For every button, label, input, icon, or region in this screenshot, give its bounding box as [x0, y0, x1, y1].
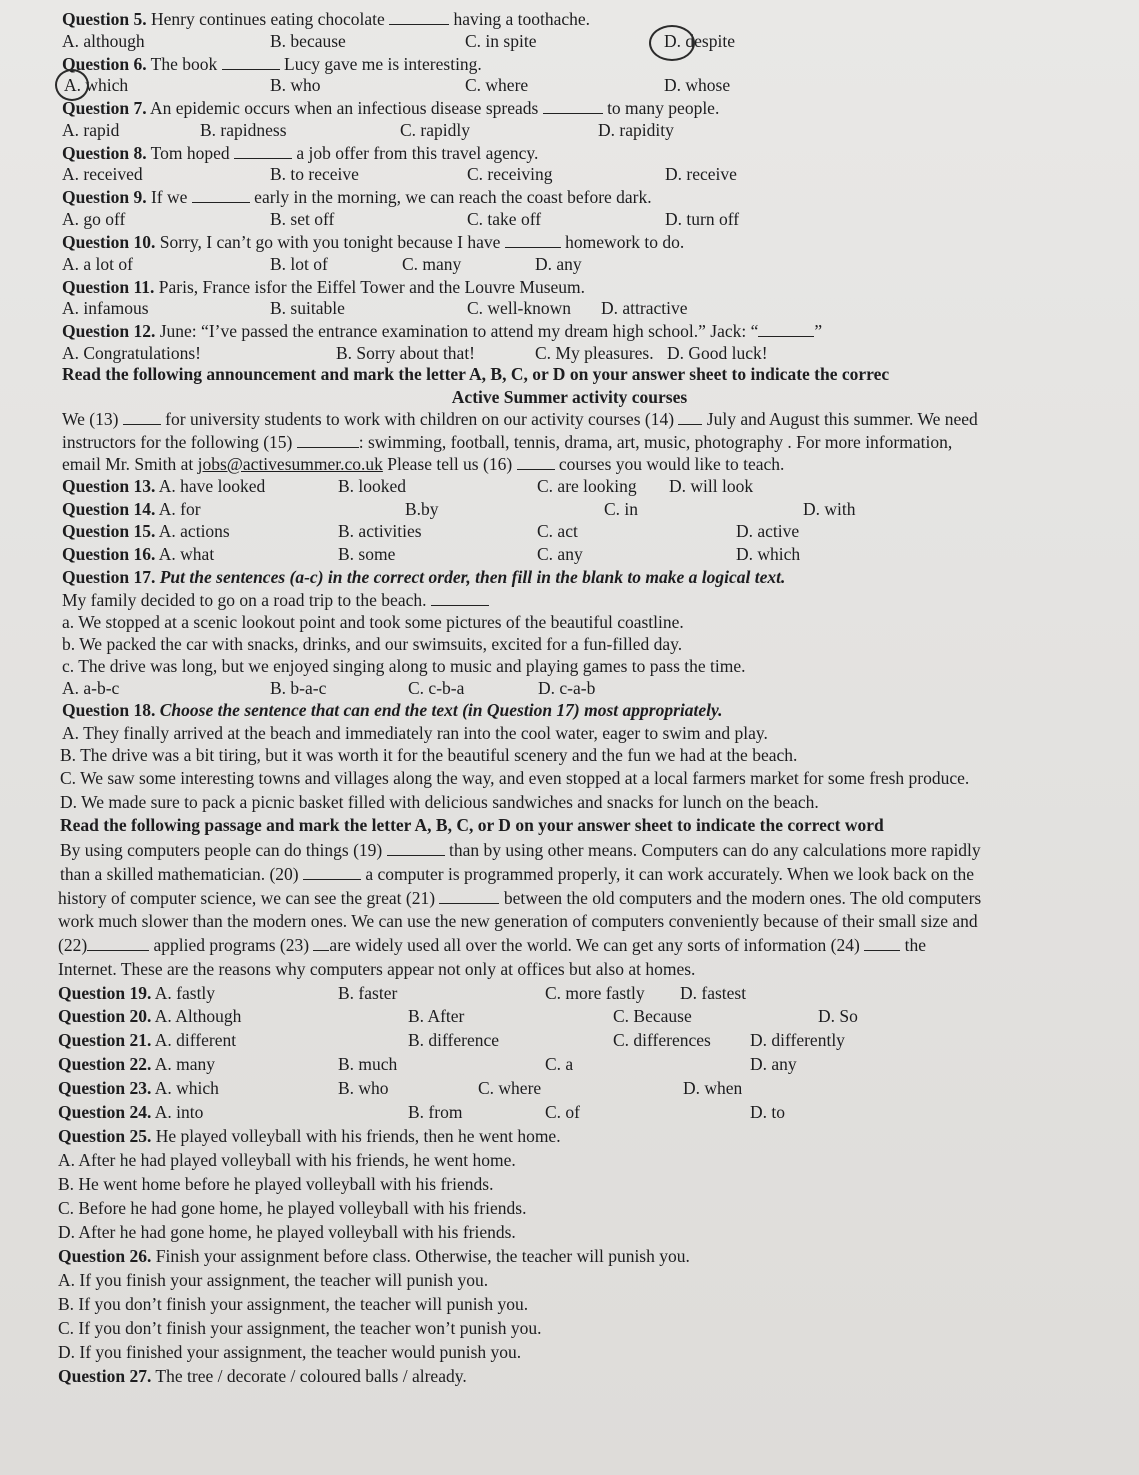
- instruction-text: Read the following passage and mark the letter A, B, C, or D on your answer sheet to indicate the correct word: [60, 815, 884, 835]
- options-10: [0, 252, 1139, 276]
- q-label: Question 20.: [58, 1006, 152, 1026]
- passage-text: a computer is programmed properly, it can work accurately. When we look back on the: [365, 864, 975, 884]
- passage-text: July and August this summer. We need: [706, 409, 978, 429]
- option-c[interactable]: C. My pleasures.: [535, 343, 654, 363]
- option-d-row: [0, 1220, 1139, 1244]
- option-d-row: [0, 790, 1139, 814]
- option-b[interactable]: B.by: [405, 499, 439, 519]
- q-label: Question 13.: [62, 476, 156, 496]
- options-17: [0, 676, 1139, 700]
- text-intro: [0, 588, 1139, 612]
- option-d[interactable]: D. c-a-b: [538, 678, 596, 698]
- q-stem: ”: [814, 321, 823, 341]
- option-b-row: [0, 1292, 1139, 1316]
- option-c[interactable]: C. We saw some interesting towns and villages along the way, and even stopped at a local farmers market for some fresh produce.: [60, 768, 970, 788]
- options-9: [0, 207, 1139, 231]
- option-a[interactable]: A. for: [158, 499, 201, 519]
- option-b[interactable]: B. If you don’t finish your assignment, the teacher will punish you.: [58, 1294, 529, 1314]
- option-a[interactable]: A. Congratulations!: [62, 343, 202, 363]
- option-c[interactable]: C. in spite: [465, 31, 537, 51]
- option-a[interactable]: A. Although: [154, 1006, 242, 1026]
- q-label: Question 10.: [62, 232, 156, 252]
- question-19: [0, 981, 1139, 1005]
- q-label: Question 25.: [58, 1126, 152, 1146]
- passage-text: than a skilled mathematician. (20): [60, 864, 299, 884]
- q-label: Question 19.: [58, 983, 152, 1003]
- question-15: [0, 519, 1139, 543]
- q-label: Question 8.: [62, 143, 147, 163]
- option-d[interactable]: D. We made sure to pack a picnic basket filled with delicious sandwiches and snacks for lunch on the beach.: [60, 792, 819, 812]
- q-instruction: Choose the sentence that can end the text (in Question 17) most appropriately.: [159, 700, 723, 720]
- option-c[interactable]: C. take off: [467, 209, 542, 229]
- option-a[interactable]: A. After he had played volleyball with his friends, he went home.: [58, 1150, 516, 1170]
- option-b[interactable]: B. because: [270, 31, 346, 51]
- option-b[interactable]: B. Sorry about that!: [336, 343, 476, 363]
- q-label: Question 9.: [62, 187, 147, 207]
- option-c[interactable]: C. If you don’t finish your assignment, the teacher won’t punish you.: [58, 1318, 542, 1338]
- q-stem: to many people.: [607, 98, 720, 118]
- option-a-row: [0, 1148, 1139, 1172]
- question-10: [0, 230, 1139, 254]
- passage-text: email Mr. Smith at: [62, 454, 194, 474]
- answer-blank[interactable]: [313, 936, 329, 951]
- option-d[interactable]: D. any: [750, 1054, 797, 1074]
- option-b-row: [0, 1172, 1139, 1196]
- option-b[interactable]: B. He went home before he played volleyball with his friends.: [58, 1174, 494, 1194]
- answer-blank[interactable]: [758, 322, 814, 337]
- passage-text: are widely used all over the world. We can get any sorts of information (24): [329, 935, 860, 955]
- option-b-row: [0, 743, 1139, 767]
- q-label: Question 26.: [58, 1246, 152, 1266]
- passage-line: [0, 838, 1139, 862]
- sentence-text: c. The drive was long, but we enjoyed singing along to music and playing games to pass the time.: [62, 656, 746, 676]
- option-c[interactable]: C. Before he had gone home, he played volleyball with his friends.: [58, 1198, 527, 1218]
- q-label: Question 12.: [62, 321, 156, 341]
- option-b[interactable]: B. much: [338, 1054, 398, 1074]
- option-a[interactable]: A. which: [64, 75, 129, 95]
- q-stem: having a toothache.: [453, 9, 591, 29]
- option-c[interactable]: C. rapidly: [400, 120, 470, 140]
- answer-blank[interactable]: [439, 889, 499, 904]
- options-5: [0, 29, 1139, 53]
- option-d[interactable]: D. rapidity: [598, 120, 674, 140]
- sentence-b: [0, 632, 1139, 656]
- answer-blank[interactable]: [387, 841, 445, 856]
- question-18: [0, 698, 1139, 722]
- answer-blank[interactable]: [123, 410, 161, 425]
- email-link[interactable]: jobs@activesummer.co.uk: [197, 454, 383, 474]
- option-d[interactable]: D. will look: [669, 476, 754, 496]
- option-b[interactable]: B. suitable: [270, 298, 345, 318]
- answer-blank[interactable]: [389, 10, 449, 25]
- option-a-row: [0, 1268, 1139, 1292]
- option-c[interactable]: C. of: [545, 1102, 580, 1122]
- passage-text: courses you would like to teach.: [558, 454, 785, 474]
- answer-blank[interactable]: [505, 233, 561, 248]
- option-a[interactable]: A. a-b-c: [62, 678, 120, 698]
- option-c[interactable]: C. well-known: [467, 298, 572, 318]
- options-7: [0, 118, 1139, 142]
- option-d[interactable]: D. with: [803, 499, 856, 519]
- sentence-text: b. We packed the car with snacks, drinks, and our swimsuits, excited for a fun-filled day.: [62, 634, 683, 654]
- option-c[interactable]: C. act: [537, 521, 578, 541]
- option-a[interactable]: A. They finally arrived at the beach and immediately ran into the cool water, eager to swim and play.: [62, 723, 768, 743]
- question-25: [0, 1124, 1139, 1148]
- sentence-text: a. We stopped at a scenic lookout point and took some pictures of the beautiful coastline.: [62, 612, 684, 632]
- q-label: Question 21.: [58, 1030, 152, 1050]
- announcement-title: Active Summer activity courses: [451, 387, 688, 407]
- q-label: Question 14.: [62, 499, 156, 519]
- option-b[interactable]: B. difference: [408, 1030, 500, 1050]
- q-stem: Finish your assignment before class. Otherwise, the teacher will punish you.: [155, 1246, 690, 1266]
- passage-line: [0, 886, 1139, 910]
- passage-text: the: [904, 935, 926, 955]
- q-instruction: Put the sentences (a-c) in the correct order, then fill in the blank to make a logical text.: [159, 567, 786, 587]
- passage-text: We (13): [62, 409, 119, 429]
- option-a[interactable]: A. If you finish your assignment, the teacher will punish you.: [58, 1270, 489, 1290]
- instruction-text: Read the following announcement and mark the letter A, B, C, or D on your answer sheet to indicate the correc: [62, 364, 890, 384]
- q-stem: If we: [150, 187, 188, 207]
- option-d[interactable]: D. despite: [664, 31, 735, 51]
- option-b[interactable]: B. After: [408, 1006, 465, 1026]
- option-b[interactable]: B. faster: [338, 983, 398, 1003]
- option-b[interactable]: B. rapidness: [200, 120, 287, 140]
- option-a[interactable]: A. although: [62, 31, 145, 51]
- option-b[interactable]: B. who: [338, 1078, 389, 1098]
- q-stem: The tree / decorate / coloured balls / already.: [155, 1366, 467, 1386]
- option-a-row: [0, 721, 1139, 745]
- option-c[interactable]: C. differences: [613, 1030, 711, 1050]
- q-stem: early in the morning, we can reach the coast before dark.: [254, 187, 652, 207]
- option-b[interactable]: B. looked: [338, 476, 407, 496]
- option-d-row: [0, 1340, 1139, 1364]
- option-a[interactable]: A. different: [154, 1030, 237, 1050]
- option-b[interactable]: B. to receive: [270, 164, 359, 184]
- question-23: [0, 1076, 1139, 1100]
- reading-instruction-1: [0, 362, 1139, 386]
- sentence-c: [0, 654, 1139, 678]
- passage-line: [0, 452, 1139, 476]
- passage-text: for university students to work with children on our activity courses (14): [165, 409, 675, 429]
- passage-text: than by using other means. Computers can do any calculations more rapidly: [449, 840, 981, 860]
- passage-line: [0, 407, 1139, 431]
- option-d[interactable]: D. So: [818, 1006, 858, 1026]
- option-a[interactable]: A. go off: [62, 209, 126, 229]
- answer-blank[interactable]: [192, 188, 250, 203]
- reading-instruction-2: [0, 813, 1139, 837]
- q-stem: Tom hoped: [150, 143, 230, 163]
- q-label: Question 7.: [62, 98, 147, 118]
- option-c[interactable]: C. where: [465, 75, 529, 95]
- question-21: [0, 1028, 1139, 1052]
- passage-text: instructors for the following (15): [62, 432, 293, 452]
- q-label: Question 5.: [62, 9, 147, 29]
- option-a[interactable]: A. rapid: [62, 120, 120, 140]
- option-a[interactable]: A. which: [154, 1078, 219, 1098]
- option-c[interactable]: C. many: [402, 254, 462, 274]
- option-d[interactable]: D. receive: [665, 164, 737, 184]
- passage-text: between the old computers and the modern ones. The old computers: [503, 888, 982, 908]
- passage-text: applied programs (23): [153, 935, 310, 955]
- question-16: [0, 542, 1139, 566]
- q-stem: homework to do.: [565, 232, 685, 252]
- option-a[interactable]: A. fastly: [154, 983, 216, 1003]
- q-label: Question 22.: [58, 1054, 152, 1074]
- option-a[interactable]: A. actions: [158, 521, 230, 541]
- option-b[interactable]: B. The drive was a bit tiring, but it was worth it for the beautiful scenery and the fun we had at the beach.: [60, 745, 798, 765]
- answer-blank[interactable]: [431, 591, 489, 606]
- q-stem: He played volleyball with his friends, then he went home.: [155, 1126, 561, 1146]
- q-label: Question 15.: [62, 521, 156, 541]
- answer-blank[interactable]: [222, 55, 280, 70]
- option-c[interactable]: C. any: [537, 544, 583, 564]
- question-24: [0, 1100, 1139, 1124]
- passage-line: [0, 909, 1139, 933]
- option-a[interactable]: A. many: [154, 1054, 216, 1074]
- option-d[interactable]: D. After he had gone home, he played volleyball with his friends.: [58, 1222, 516, 1242]
- answer-blank[interactable]: [303, 865, 361, 880]
- question-20: [0, 1004, 1139, 1028]
- option-d[interactable]: D. to: [750, 1102, 785, 1122]
- option-c-row: [0, 766, 1139, 790]
- q-stem: Henry continues eating chocolate: [150, 9, 385, 29]
- passage-line: [0, 933, 1139, 957]
- answer-blank[interactable]: [234, 144, 292, 159]
- option-c[interactable]: C. more fastly: [545, 983, 645, 1003]
- q-label: Question 17.: [62, 567, 156, 587]
- option-c[interactable]: C. a: [545, 1054, 574, 1074]
- q-label: Question 6.: [62, 54, 147, 74]
- option-c[interactable]: C. are looking: [537, 476, 637, 496]
- q-label: Question 24.: [58, 1102, 152, 1122]
- passage-text: history of computer science, we can see the great (21): [58, 888, 436, 908]
- option-c[interactable]: C. in: [604, 499, 639, 519]
- option-c-row: [0, 1316, 1139, 1340]
- q-label: Question 27.: [58, 1366, 152, 1386]
- option-d[interactable]: D. which: [736, 544, 801, 564]
- passage-text: Internet. These are the reasons why computers appear not only at offices but also at homes.: [58, 959, 696, 979]
- option-d[interactable]: D. active: [736, 521, 800, 541]
- answer-blank[interactable]: [297, 433, 359, 448]
- question-14: [0, 497, 1139, 521]
- option-d[interactable]: D. If you finished your assignment, the teacher would punish you.: [58, 1342, 522, 1362]
- option-d[interactable]: D. when: [683, 1078, 743, 1098]
- question-26: [0, 1244, 1139, 1268]
- options-8: [0, 162, 1139, 186]
- answer-blank[interactable]: [517, 455, 555, 470]
- sentence-a: [0, 610, 1139, 634]
- q-label: Question 16.: [62, 544, 156, 564]
- q-label: Question 23.: [58, 1078, 152, 1098]
- passage-text: By using computers people can do things (19): [60, 840, 383, 860]
- q-stem: a job offer from this travel agency.: [296, 143, 539, 163]
- option-b[interactable]: B. set off: [270, 209, 335, 229]
- q-stem: Sorry, I can’t go with you tonight because I have: [159, 232, 501, 252]
- option-d[interactable]: D. whose: [664, 75, 731, 95]
- option-a[interactable]: A. into: [154, 1102, 204, 1122]
- options-6: [0, 73, 1139, 97]
- option-c[interactable]: C. Because: [613, 1006, 692, 1026]
- q-stem: An epidemic occurs when an infectious disease spreads: [150, 98, 539, 118]
- option-b[interactable]: B. activities: [338, 521, 422, 541]
- question-17: [0, 565, 1139, 589]
- options-11: [0, 296, 1139, 320]
- q-label: Question 11.: [62, 277, 155, 297]
- passage-line: [0, 430, 1139, 454]
- question-5: [0, 7, 1139, 31]
- passage-text: My family decided to go on a road trip to the beach.: [62, 590, 427, 610]
- option-b[interactable]: B. some: [338, 544, 396, 564]
- option-d[interactable]: D. attractive: [601, 298, 688, 318]
- option-b[interactable]: B. b-a-c: [270, 678, 327, 698]
- option-d[interactable]: D. any: [535, 254, 582, 274]
- question-12: [0, 319, 1139, 343]
- question-13: [0, 474, 1139, 498]
- option-d[interactable]: D. Good luck!: [667, 343, 768, 363]
- option-b[interactable]: B. from: [408, 1102, 463, 1122]
- question-7: [0, 96, 1139, 120]
- option-c[interactable]: C. where: [478, 1078, 542, 1098]
- option-c-row: [0, 1196, 1139, 1220]
- option-a[interactable]: A. a lot of: [62, 254, 133, 274]
- option-d[interactable]: D. differently: [750, 1030, 845, 1050]
- question-9: [0, 185, 1139, 209]
- q-stem: June: “I’ve passed the entrance examination to attend my dream high school.” Jack: “: [159, 321, 759, 341]
- answer-blank[interactable]: [87, 936, 149, 951]
- passage-line: [0, 957, 1139, 981]
- passage-line: [0, 862, 1139, 886]
- passage-text: (22): [58, 935, 88, 955]
- q-stem: Lucy gave me is interesting.: [284, 54, 482, 74]
- option-a[interactable]: A. received: [62, 164, 143, 184]
- q-stem: The book: [150, 54, 218, 74]
- q-label: Question 18.: [62, 700, 156, 720]
- option-d[interactable]: D. turn off: [665, 209, 740, 229]
- q-stem: Paris, France isfor the Eiffel Tower and the Louvre Museum.: [158, 277, 586, 297]
- answer-blank[interactable]: [864, 936, 900, 951]
- question-27: [0, 1364, 1139, 1388]
- passage-text: Please tell us (16): [387, 454, 513, 474]
- option-d[interactable]: D. fastest: [680, 983, 747, 1003]
- passage-text: : swimming, football, tennis, drama, art, music, photography . For more information,: [358, 432, 953, 452]
- option-a[interactable]: A. what: [158, 544, 215, 564]
- option-a[interactable]: A. have looked: [158, 476, 266, 496]
- question-22: [0, 1052, 1139, 1076]
- option-c[interactable]: C. receiving: [467, 164, 553, 184]
- answer-blank[interactable]: [678, 410, 702, 425]
- answer-blank[interactable]: [543, 99, 603, 114]
- passage-text: work much slower than the modern ones. We can use the new generation of computers conveniently because of their small size and: [58, 911, 978, 931]
- option-b[interactable]: B. who: [270, 75, 321, 95]
- option-a[interactable]: A. infamous: [62, 298, 149, 318]
- option-c[interactable]: C. c-b-a: [408, 678, 465, 698]
- option-b[interactable]: B. lot of: [270, 254, 328, 274]
